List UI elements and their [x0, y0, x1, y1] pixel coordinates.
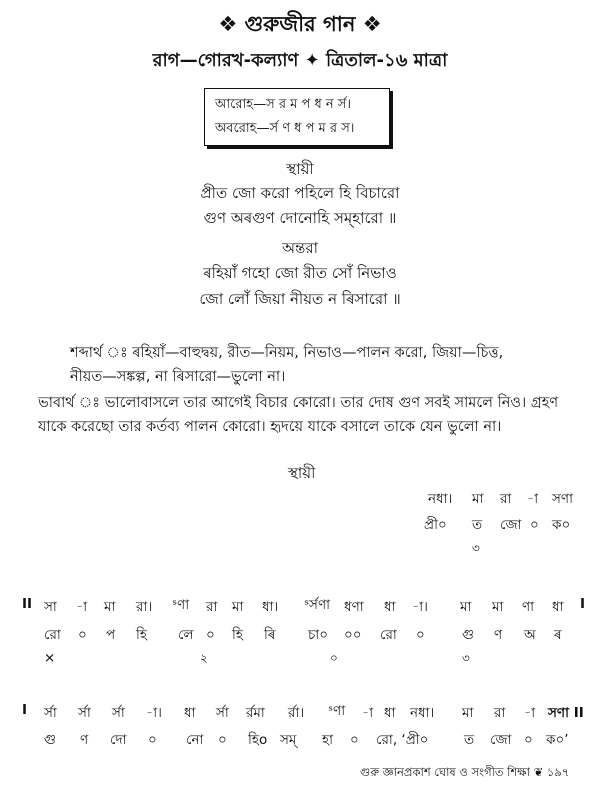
swara-note: সণা: [552, 491, 573, 507]
page-footer: গুরু জ্ঞানপ্রকাশ ঘোষ ও সংগীত শিক্ষা ❦ ১৯৭: [360, 765, 570, 779]
sthayi-line-1: প্রীত জো করো পহিলে হি বিচারো: [200, 184, 400, 202]
swara-note: ধা: [184, 705, 196, 721]
bol-syllable: ০: [218, 732, 227, 748]
swara-note: ˢণা: [172, 597, 190, 613]
bol-syllable: ০: [206, 627, 215, 643]
bol-syllable: রো: [44, 627, 61, 643]
swara-note: -া: [362, 705, 374, 721]
bol-syllable: জো: [490, 732, 512, 748]
swara-note: ধা।: [262, 599, 279, 615]
bol-syllable: ০: [416, 627, 425, 643]
scale-box: [204, 88, 390, 146]
swara-note: মা: [492, 599, 504, 615]
swara-note: -া: [527, 491, 539, 507]
meaning-line-1: শব্দার্থ ঃ ৰহিয়াঁ—বাহুদ্বয়, রীত—নিয়ম, নিভাও—পালন করো, জিয়া—চিত্ত,: [70, 345, 504, 361]
swara-note: ণা: [522, 599, 535, 615]
swara-note: সা: [44, 599, 57, 615]
bol-syllable: ০: [78, 627, 87, 643]
tala-mark: ৩: [472, 541, 480, 555]
bol-syllable: ক০: [552, 517, 571, 533]
gist-line-1: ভাবার্থ ঃ ভালোবাসলে তার আগেই বিচার কোরো। তার দোষ গুণ সবই সামলে নিও। গ্রহণ: [38, 395, 559, 411]
tala-mark: ২: [200, 651, 208, 665]
song-title: ❖ গুরুজীর গান ❖: [218, 12, 382, 36]
bol-syllable: ০: [530, 517, 539, 533]
swara-note: র্রমা: [246, 705, 265, 721]
swara-note: ˢণা: [328, 703, 346, 719]
sthayi-heading: স্থায়ী: [286, 160, 314, 178]
swara-note: ধা: [384, 599, 396, 615]
swara-note: নধা।: [410, 705, 435, 721]
bol-syllable: জো: [500, 517, 522, 533]
bol-syllable: হি: [136, 627, 147, 643]
antara-line-2: জো লোঁ জিয়া নীয়ত ন ৰিসারো ॥: [199, 290, 401, 308]
bol-syllable: ৰি: [264, 627, 276, 643]
tala-mark: ৩: [462, 651, 470, 665]
bol-syllable: ০: [148, 732, 157, 748]
bol-syllable: ক০’: [546, 732, 569, 748]
antara-heading: অন্তরা: [282, 239, 318, 257]
bol-syllable: ত: [472, 517, 483, 533]
bol-syllable: প্রী০: [424, 517, 447, 533]
bol-syllable: গু: [462, 627, 474, 643]
swara-note: -া।: [412, 599, 428, 615]
swara-note: নধা।: [428, 491, 453, 507]
swara-note: র্সা: [44, 705, 57, 721]
swara-note: রা: [206, 599, 218, 615]
bol-syllable: ০০: [344, 627, 362, 643]
bol-syllable: ০: [524, 732, 533, 748]
swara-note: মা: [104, 599, 116, 615]
bar-line: II: [22, 596, 33, 612]
bol-syllable: গু: [44, 732, 56, 748]
swara-note: সণা II: [548, 705, 584, 721]
swara-note: -া: [76, 599, 88, 615]
bol-syllable: ণ: [80, 732, 89, 748]
swara-note: র্সা: [216, 705, 229, 721]
swara-note: মা: [462, 705, 474, 721]
swara-note: ধা: [552, 599, 564, 615]
swara-note: -া: [524, 705, 536, 721]
bol-syllable: চা০: [308, 627, 328, 643]
swara-note: র্সা: [112, 705, 125, 721]
swara-note: মা: [472, 491, 484, 507]
tala-mark: ×: [44, 650, 56, 666]
bol-syllable: রো, ‘প্রী০: [376, 732, 429, 748]
swara-note: ধণা: [344, 599, 364, 615]
swara-note: রা: [500, 491, 512, 507]
avaroha-line: অবরোহ—র্স ণ ধ প ম র স।: [215, 121, 355, 136]
bol-syllable: হি: [232, 627, 243, 643]
tala-mark: ০: [330, 651, 338, 665]
meaning-line-2: নীয়ত—সঙ্কল্প, না ৰিসারো—ভুলো না।: [70, 369, 286, 385]
bol-syllable: রো: [380, 627, 397, 643]
swara-note: ধা: [384, 705, 396, 721]
swara-note: র্সা: [78, 705, 91, 721]
sthayi-line-2: গুণ অৰগুণ দোনোহি সম্হারো ॥: [203, 209, 397, 227]
swara-note: -া।: [146, 705, 162, 721]
bol-syllable: নো: [186, 732, 204, 748]
bol-syllable: দো: [110, 732, 127, 748]
notation-heading: স্থায়ী: [288, 464, 316, 482]
bol-syllable: ত: [464, 732, 475, 748]
antara-line-1: ৰহিয়াঁ গহো জো রীত সোঁ নিভাও: [203, 264, 397, 282]
bol-syllable: সম্: [280, 732, 297, 748]
raga-tala-line: রাগ—গোরখ-কল্যাণ ✦ ত্রিতাল-১৬ মাত্রা: [152, 50, 448, 71]
swara-note: ˢর্সণা: [304, 597, 331, 613]
bol-syllable: ৰ: [554, 627, 562, 643]
swara-note: মা: [232, 599, 244, 615]
gist-line-2: যাকে করেছো তার কর্তব্য পালন কোরো। হৃদয়ে যাকে বসালে তাকে যেন ভুলো না।: [38, 419, 502, 435]
swara-note: মা: [460, 599, 472, 615]
bol-syllable: প: [106, 627, 116, 643]
bol-syllable: অ: [524, 627, 536, 643]
swara-note: র্রা।: [288, 705, 305, 721]
bol-syllable: হা: [322, 732, 334, 748]
bar-line: I: [580, 596, 586, 612]
swara-note: রা।: [136, 599, 153, 615]
swara-note: রা: [494, 705, 506, 721]
bol-syllable: ০: [350, 732, 359, 748]
bar-line: I: [22, 702, 28, 718]
bol-syllable: লে: [178, 627, 194, 643]
bol-syllable: হিo: [248, 732, 268, 748]
aroha-line: আরোহ—স র ম প ধ ন র্স।: [215, 97, 351, 112]
bol-syllable: ণ: [494, 627, 503, 643]
